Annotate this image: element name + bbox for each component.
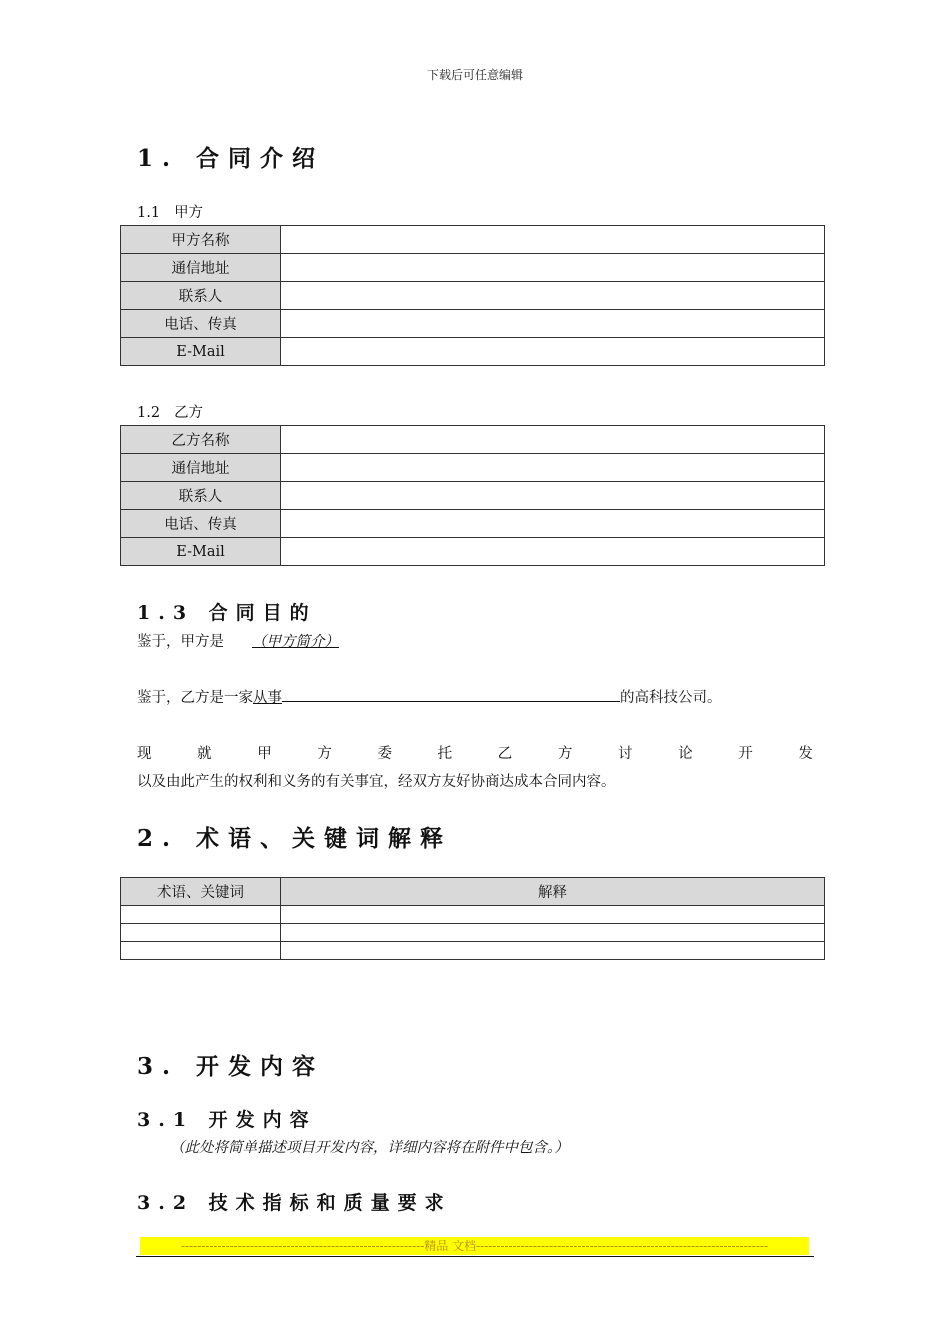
party-b-heading-label: 乙方 [174, 405, 204, 421]
purpose-line-3 [137, 742, 813, 763]
purpose-line-2-underlined: 从事 [253, 690, 282, 706]
purpose-word: 现 [137, 746, 152, 762]
footer-banner [140, 1237, 809, 1255]
purpose-title: 1.3 合同目的 [137, 602, 317, 624]
explanation-cell[interactable] [281, 924, 825, 942]
purpose-word: 讨 [618, 746, 633, 762]
table-header-row [121, 878, 825, 906]
purpose-word: 就 [197, 746, 212, 762]
party-b-heading-num: 1.2 [137, 405, 161, 421]
table-row [121, 454, 825, 482]
purpose-word: 甲 [257, 746, 272, 762]
section-2-title: 2. 术语、关键词解释 [137, 825, 453, 852]
party-a-phone-field[interactable] [281, 310, 825, 338]
party-b-heading [137, 401, 203, 422]
purpose-word: 发 [798, 746, 813, 762]
tech-quality-title: 3.2 技术指标和质量要求 [137, 1192, 452, 1214]
terms-table [120, 877, 825, 960]
purpose-line-2-suffix: 的高科技公司。 [620, 690, 722, 706]
party-a-contact-label: 联系人 [121, 282, 281, 310]
party-a-name-field[interactable] [281, 226, 825, 254]
party-b-phone-field[interactable] [281, 510, 825, 538]
table-row [121, 906, 825, 924]
party-a-heading-label: 甲方 [174, 205, 204, 221]
dev-content-note: （此处将简单描述项目开发内容，详细内容将在附件中包含。） [170, 1140, 569, 1156]
party-a-email-field[interactable] [281, 338, 825, 366]
purpose-word: 论 [678, 746, 693, 762]
purpose-line-4: 以及由此产生的权利和义务的有关事宜，经双方友好协商达成本合同内容。 [137, 774, 616, 790]
purpose-word: 方 [317, 746, 332, 762]
party-b-email-label: E-Mail [121, 538, 281, 566]
party-b-address-field[interactable] [281, 454, 825, 482]
explanation-cell[interactable] [281, 942, 825, 960]
purpose-line-1-prefix: 鉴于，甲方是 [137, 634, 224, 650]
party-b-table [120, 425, 825, 566]
party-a-email-label: E-Mail [121, 338, 281, 366]
table-row [121, 338, 825, 366]
table-row [121, 310, 825, 338]
table-row [121, 924, 825, 942]
term-cell[interactable] [121, 906, 281, 924]
section-3-title: 3. 开发内容 [137, 1053, 325, 1080]
purpose-line-2-prefix: 鉴于，乙方是一家 [137, 690, 253, 706]
party-a-contact-field[interactable] [281, 282, 825, 310]
purpose-line-2 [137, 686, 722, 707]
table-row [121, 510, 825, 538]
explanation-cell[interactable] [281, 906, 825, 924]
terms-header-term: 术语、关键词 [121, 878, 281, 906]
footer-rule [136, 1256, 814, 1257]
table-row [121, 538, 825, 566]
party-b-email-field[interactable] [281, 538, 825, 566]
party-b-name-field[interactable] [281, 426, 825, 454]
party-a-heading [137, 201, 203, 222]
party-a-heading-num: 1.1 [137, 205, 161, 221]
table-row [121, 482, 825, 510]
business-scope-blank[interactable] [282, 686, 620, 702]
term-cell[interactable] [121, 942, 281, 960]
purpose-line-1 [137, 630, 345, 651]
party-b-contact-field[interactable] [281, 482, 825, 510]
header-note: 下载后可任意编辑 [426, 68, 523, 82]
party-b-address-label: 通信地址 [121, 454, 281, 482]
footer-label: 精品 文档 [424, 1239, 477, 1253]
table-row [121, 282, 825, 310]
party-b-phone-label: 电话、传真 [121, 510, 281, 538]
party-a-intro-placeholder[interactable]: （甲方简介） [252, 634, 339, 650]
party-b-contact-label: 联系人 [121, 482, 281, 510]
party-b-name-label: 乙方名称 [121, 426, 281, 454]
table-row [121, 226, 825, 254]
party-a-name-label: 甲方名称 [121, 226, 281, 254]
party-a-address-field[interactable] [281, 254, 825, 282]
section-1-title: 1. 合同介绍 [137, 145, 325, 172]
table-row [121, 426, 825, 454]
purpose-word: 委 [377, 746, 392, 762]
party-a-table [120, 225, 825, 366]
party-a-phone-label: 电话、传真 [121, 310, 281, 338]
terms-header-explanation: 解释 [281, 878, 825, 906]
term-cell[interactable] [121, 924, 281, 942]
table-row [121, 254, 825, 282]
footer-dashes-left: ------------------------------------------------------------ [180, 1239, 425, 1253]
footer-dashes-right: ------------------------------------------------------------------------ [476, 1239, 769, 1253]
purpose-word: 开 [738, 746, 753, 762]
dev-content-title: 3.1 开发内容 [137, 1109, 317, 1131]
table-row [121, 942, 825, 960]
purpose-word: 乙 [497, 746, 513, 762]
party-a-address-label: 通信地址 [121, 254, 281, 282]
purpose-word: 方 [557, 746, 573, 762]
purpose-word: 托 [437, 746, 453, 762]
